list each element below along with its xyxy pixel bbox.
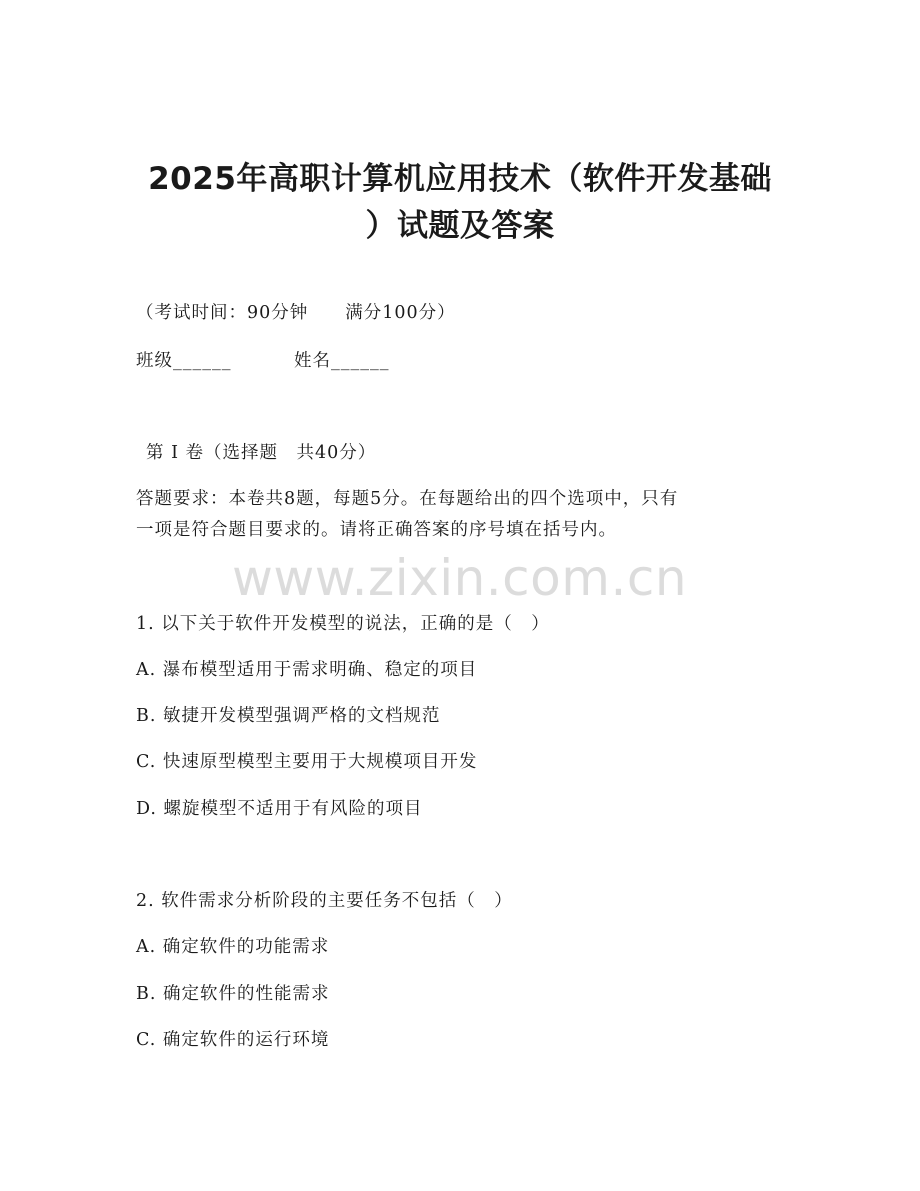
question-1-option-d: D. 螺旋模型不适用于有风险的项目	[136, 799, 423, 819]
class-field: 班级______	[136, 351, 232, 371]
question-2-stem: 2. 软件需求分析阶段的主要任务不包括（ ）	[136, 891, 513, 911]
watermark: www.zixin.com.cn	[232, 549, 688, 607]
question-2-option-b: B. 确定软件的性能需求	[136, 984, 330, 1004]
name-field: 姓名______	[294, 351, 390, 371]
question-1-option-c: C. 快速原型模型主要用于大规模项目开发	[136, 752, 478, 772]
document-title-line-2: ）试题及答案	[365, 208, 555, 244]
question-2-option-a: A. 确定软件的功能需求	[136, 937, 330, 957]
exam-info: （考试时间：90分钟 满分100分）	[136, 303, 456, 323]
section-heading: 第 I 卷（选择题 共40分）	[146, 443, 377, 463]
instructions-line-1: 答题要求：本卷共8题，每题5分。在每题给出的四个选项中，只有	[136, 489, 679, 509]
document-title-line-1: 2025年高职计算机应用技术（软件开发基础	[148, 161, 772, 197]
question-1-option-a: A. 瀑布模型适用于需求明确、稳定的项目	[136, 660, 478, 680]
question-1-option-b: B. 敏捷开发模型强调严格的文档规范	[136, 706, 441, 726]
question-2-option-c: C. 确定软件的运行环境	[136, 1030, 330, 1050]
instructions-line-2: 一项是符合题目要求的。请将正确答案的序号填在括号内。	[136, 520, 617, 540]
question-1-stem: 1. 以下关于软件开发模型的说法，正确的是（ ）	[136, 614, 550, 634]
